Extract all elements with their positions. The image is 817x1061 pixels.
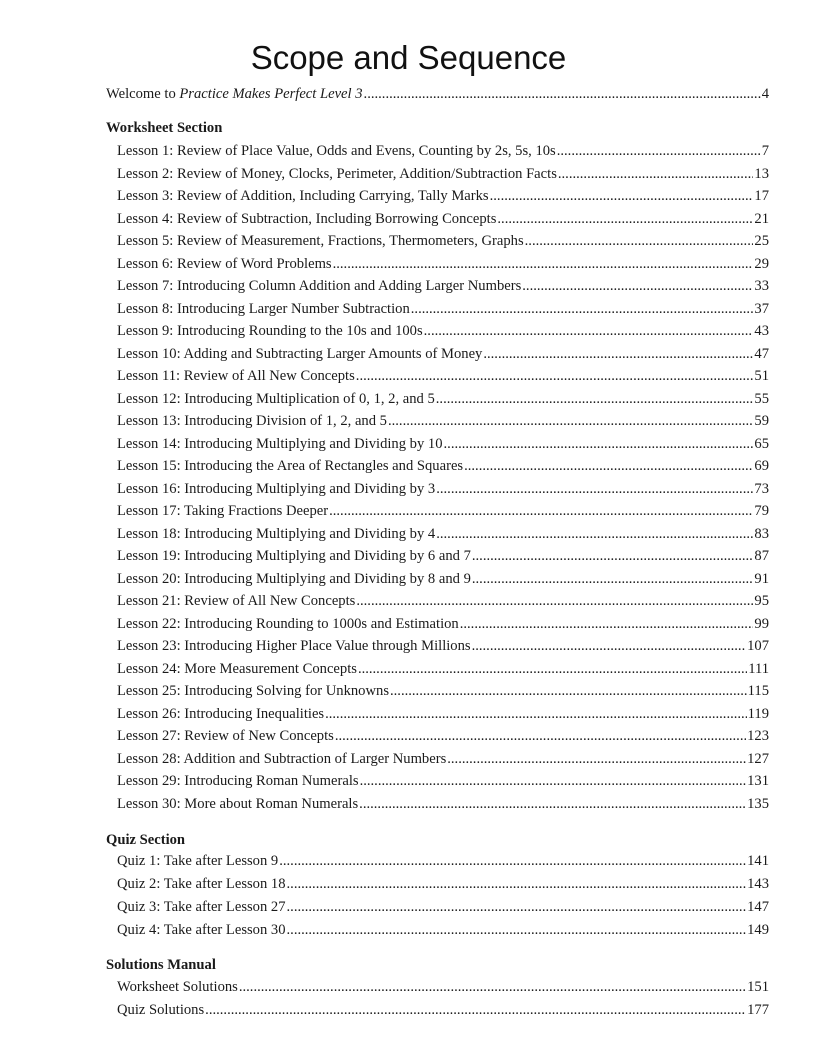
toc-entry-label: Lesson 30: More about Roman Numerals xyxy=(117,795,359,812)
dot-leader xyxy=(279,852,746,870)
dot-leader xyxy=(483,345,753,363)
toc-entry-page: 25 xyxy=(754,233,769,249)
toc-entry-page: 7 xyxy=(761,143,769,159)
toc-entry-page: 123 xyxy=(747,728,769,744)
toc-entry-lesson-14[interactable] xyxy=(117,435,769,453)
toc-entry-welcome[interactable] xyxy=(106,85,769,103)
toc-entry-lesson-11[interactable] xyxy=(117,367,769,385)
toc-entry-quiz-4[interactable] xyxy=(117,921,769,939)
toc-entry-lesson-16[interactable] xyxy=(117,480,769,498)
dot-leader xyxy=(287,875,747,893)
dot-leader xyxy=(472,547,754,565)
toc-entry-lesson-24[interactable] xyxy=(117,660,769,678)
dot-leader xyxy=(472,570,754,588)
toc-entry-page: 107 xyxy=(747,638,769,654)
toc-entry-quiz-2[interactable] xyxy=(117,875,769,893)
toc-entry-page: 73 xyxy=(754,480,769,497)
toc-entry-lesson-21[interactable] xyxy=(117,592,769,610)
toc-entry-lesson-28[interactable] xyxy=(117,750,769,768)
toc-entry-label: Lesson 25: Introducing Solving for Unknowns xyxy=(117,683,389,699)
toc-entry-page: 177 xyxy=(747,1002,769,1018)
dot-leader xyxy=(205,1001,746,1019)
toc-entry-label: Lesson 26: Introducing Inequalities xyxy=(117,705,325,722)
toc-entry-label: Lesson 1: Review of Place Value, Odds and Evens, Counting by 2s, 5s, 10s xyxy=(117,143,556,159)
toc-entry-page: 99 xyxy=(754,615,769,632)
toc-entry-label: Lesson 5: Review of Measurement, Fractions, Thermometers, Graphs xyxy=(117,233,524,249)
toc-entry-page: 59 xyxy=(754,413,769,429)
dot-leader xyxy=(424,322,754,340)
dot-leader xyxy=(329,502,753,520)
dot-leader xyxy=(356,367,754,385)
toc-entry-lesson-17[interactable] xyxy=(117,502,769,520)
toc-entry-label: Quiz 2: Take after Lesson 18 xyxy=(117,876,286,892)
toc-entry-page: 119 xyxy=(747,705,769,722)
toc-entry-lesson-7[interactable] xyxy=(117,277,769,295)
toc-entry-lesson-3[interactable] xyxy=(117,187,769,205)
toc-entry-lesson-30[interactable] xyxy=(117,795,769,813)
toc-entry-lesson-27[interactable] xyxy=(117,727,769,745)
quiz-section-heading: Quiz Section xyxy=(106,832,186,848)
toc-entry-lesson-23[interactable] xyxy=(117,637,769,655)
toc-entry-page: 43 xyxy=(754,323,769,339)
toc-entry-page: 37 xyxy=(754,300,769,317)
toc-entry-lesson-4[interactable] xyxy=(117,210,769,228)
dot-leader xyxy=(525,232,754,250)
toc-entry-label: Quiz 4: Take after Lesson 30 xyxy=(117,922,286,938)
toc-entry-lesson-25[interactable] xyxy=(117,682,769,700)
toc-entry-label: Lesson 8: Introducing Larger Number Subtraction xyxy=(117,300,410,317)
dot-leader xyxy=(364,85,761,103)
toc-entry-lesson-8[interactable] xyxy=(117,300,769,318)
toc-entry-page: 131 xyxy=(747,773,769,789)
toc-entry-label: Lesson 16: Introducing Multiplying and Dividing by 3 xyxy=(117,480,436,497)
toc-entry-lesson-18[interactable] xyxy=(117,525,769,543)
dot-leader xyxy=(472,637,747,655)
toc-entry-page: 143 xyxy=(747,876,769,892)
dot-leader xyxy=(436,390,754,408)
dot-leader xyxy=(390,682,747,700)
toc-entry-label: Lesson 28: Addition and Subtraction of Larger Numbers xyxy=(117,750,447,767)
toc-entry-solutions-1[interactable] xyxy=(117,978,769,996)
toc-entry-lesson-6[interactable] xyxy=(117,255,769,273)
toc-entry-page: 29 xyxy=(754,255,769,272)
toc-entry-label: Lesson 21: Review of All New Concepts xyxy=(117,593,356,609)
toc-entry-page: 83 xyxy=(754,525,769,542)
dot-leader xyxy=(522,277,753,295)
book-title: Practice Makes Perfect Level 3 xyxy=(179,86,363,102)
toc-entry-label: Lesson 17: Taking Fractions Deeper xyxy=(117,503,329,519)
toc-entry-lesson-5[interactable] xyxy=(117,232,769,250)
toc-entry-page: 17 xyxy=(754,188,769,204)
toc-entry-label: Quiz 3: Take after Lesson 27 xyxy=(117,899,286,915)
toc-entry-page: 151 xyxy=(747,979,769,995)
toc-entry-label: Lesson 29: Introducing Roman Numerals xyxy=(117,773,359,789)
toc-entry-label: Lesson 11: Review of All New Concepts xyxy=(117,368,355,384)
toc-entry-label: Lesson 22: Introducing Rounding to 1000s and Estimation xyxy=(117,615,459,632)
dot-leader xyxy=(557,142,761,160)
dot-leader xyxy=(239,978,746,996)
toc-entry-label: Lesson 3: Review of Addition, Including Carrying, Tally Marks xyxy=(117,188,489,204)
toc-entry-page: 4 xyxy=(761,86,769,102)
toc-entry-lesson-1[interactable] xyxy=(117,142,769,160)
toc-entry-label: Lesson 20: Introducing Multiplying and Dividing by 8 and 9 xyxy=(117,570,471,587)
dot-leader xyxy=(359,795,746,813)
toc-entry-label: Lesson 7: Introducing Column Addition and Adding Larger Numbers xyxy=(117,278,522,294)
dot-leader xyxy=(287,898,747,916)
toc-entry-label: Lesson 10: Adding and Subtracting Larger Amounts of Money xyxy=(117,345,483,362)
toc-entry-label: Lesson 18: Introducing Multiplying and Dividing by 4 xyxy=(117,525,436,542)
toc-entry-lesson-19[interactable] xyxy=(117,547,769,565)
dot-leader xyxy=(490,187,754,205)
toc-entry-label: Lesson 6: Review of Word Problems xyxy=(117,255,332,272)
toc-entry-label: Lesson 19: Introducing Multiplying and Dividing by 6 and 7 xyxy=(117,548,471,564)
dot-leader xyxy=(447,750,746,768)
dot-leader xyxy=(358,660,747,678)
worksheet-section-heading: Worksheet Section xyxy=(106,120,223,136)
toc-entry-label: Lesson 9: Introducing Rounding to the 10s and 100s xyxy=(117,323,423,339)
toc-entry-label: Quiz 1: Take after Lesson 9 xyxy=(117,853,279,869)
toc-entry-page: 13 xyxy=(754,165,769,182)
toc-entry-lesson-13[interactable] xyxy=(117,412,769,430)
toc-entry-label: Lesson 14: Introducing Multiplying and Dividing by 10 xyxy=(117,435,443,452)
toc-entry-lesson-22[interactable] xyxy=(117,615,769,633)
dot-leader xyxy=(411,300,754,318)
toc-entry-page: 47 xyxy=(754,345,769,362)
dot-leader xyxy=(360,772,747,790)
toc-entry-label: Lesson 23: Introducing Higher Place Value through Millions xyxy=(117,638,471,654)
dot-leader xyxy=(436,525,753,543)
toc-entry-label: Lesson 15: Introducing the Area of Rectangles and Squares xyxy=(117,458,464,474)
toc-entry-lesson-29[interactable] xyxy=(117,772,769,790)
dot-leader xyxy=(333,255,754,273)
toc-entry-page: 115 xyxy=(747,683,769,699)
dot-leader xyxy=(460,615,754,633)
toc-entry-label: Lesson 13: Introducing Division of 1, 2, and 5 xyxy=(117,413,387,429)
toc-entry-page: 135 xyxy=(747,795,769,812)
toc-entry-page: 51 xyxy=(754,368,769,384)
toc-entry-lesson-15[interactable] xyxy=(117,457,769,475)
toc-entry-page: 111 xyxy=(748,660,769,677)
toc-entry-page: 79 xyxy=(754,503,769,519)
page-title: Scope and Sequence xyxy=(250,39,567,76)
toc-entry-lesson-12[interactable] xyxy=(117,390,769,408)
toc-entry-lesson-20[interactable] xyxy=(117,570,769,588)
toc-entry-lesson-2[interactable] xyxy=(117,165,769,183)
toc-entry-page: 33 xyxy=(754,278,769,294)
toc-entry-quiz-1[interactable] xyxy=(117,852,769,870)
dot-leader xyxy=(497,210,753,228)
toc-entry-page: 21 xyxy=(754,210,769,227)
toc-entry-label: Lesson 4: Review of Subtraction, Including Borrowing Concepts xyxy=(117,210,497,227)
toc-entry-page: 65 xyxy=(754,435,769,452)
toc-entry-label: Lesson 27: Review of New Concepts xyxy=(117,728,334,744)
toc-entry-lesson-10[interactable] xyxy=(117,345,769,363)
toc-entry-page: 147 xyxy=(747,899,769,915)
toc-entry-page: 149 xyxy=(747,922,769,938)
solutions-manual-heading: Solutions Manual xyxy=(106,957,216,973)
toc-entry-page: 95 xyxy=(754,593,769,609)
toc-entry-page: 127 xyxy=(747,750,769,767)
toc-entry-label: Lesson 2: Review of Money, Clocks, Perimeter, Addition/Subtraction Facts xyxy=(117,165,557,182)
dot-leader xyxy=(388,412,753,430)
toc-entry-label: Worksheet Solutions xyxy=(117,979,238,995)
toc-entry-page: 55 xyxy=(754,390,769,407)
toc-entry-page: 87 xyxy=(754,548,769,564)
dot-leader xyxy=(356,592,753,610)
dot-leader xyxy=(335,727,746,745)
toc-entry-solutions-2[interactable] xyxy=(117,1001,769,1019)
toc-entry-label: Lesson 12: Introducing Multiplication of 0, 1, 2, and 5 xyxy=(117,390,435,407)
toc-entry-quiz-3[interactable] xyxy=(117,898,769,916)
toc-entry-page: 141 xyxy=(747,853,769,869)
dot-leader xyxy=(464,457,753,475)
toc-entry-label: Quiz Solutions xyxy=(117,1002,205,1018)
dot-leader xyxy=(558,165,754,183)
toc-entry-label: Welcome to Practice Makes Perfect Level 3 xyxy=(106,86,363,102)
dot-leader xyxy=(436,480,753,498)
toc-entry-lesson-26[interactable] xyxy=(117,705,769,723)
dot-leader xyxy=(287,921,747,939)
toc-entry-page: 69 xyxy=(754,458,769,474)
dot-leader xyxy=(325,705,747,723)
dot-leader xyxy=(444,435,754,453)
toc-entry-page: 91 xyxy=(754,570,769,587)
toc-entry-lesson-9[interactable] xyxy=(117,322,769,340)
toc-entry-label: Lesson 24: More Measurement Concepts xyxy=(117,660,357,677)
